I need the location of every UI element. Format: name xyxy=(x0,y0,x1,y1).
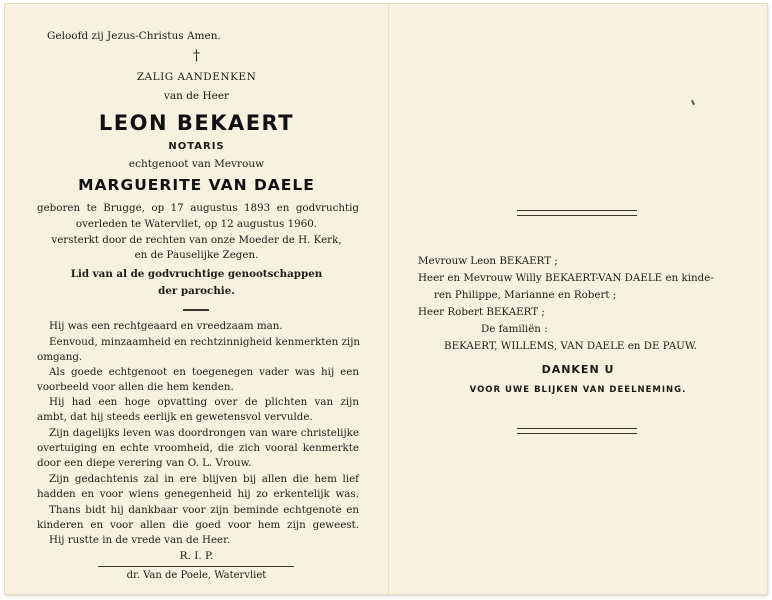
tribute-line: ambt, dat hij steeds eerlijk en gewetensvol vervulde. xyxy=(37,411,313,423)
tribute-line: Hij was een rechtgeaard en vreedzaam man. xyxy=(49,320,283,332)
family-line: Heer en Mevrouw Willy BEKAERT-VAN DAELE en kinde- xyxy=(418,272,714,284)
printer: dr. Van de Poele, Watervliet xyxy=(126,570,267,581)
of-the-lord: van de Heer xyxy=(163,90,230,102)
family-line: Mevrouw Leon BEKAERT ; xyxy=(418,255,558,267)
tribute-line: Als goede echtgenoot en toegenegen vader was hij een xyxy=(49,366,359,378)
bio-line: overleden te Watervliet, op 12 augustus 1960. xyxy=(75,218,318,230)
tribute-line: omgang. xyxy=(37,351,83,363)
divider xyxy=(98,566,294,567)
tribute-line: Zijn dagelijks leven was doordrongen van ware christelijke xyxy=(49,427,359,439)
divider xyxy=(183,309,209,311)
rip: R. I. P. xyxy=(179,550,214,562)
thanks: DANKEN U xyxy=(541,363,615,376)
tribute-line: Eenvoud, minzaamheid en rechtzinnigheid kenmerkten zijn xyxy=(49,336,361,348)
profession: NOTARIS xyxy=(168,141,225,152)
family-line: ren Philippe, Marianne en Robert ; xyxy=(434,289,617,301)
tribute-line: hadden en voor wiens genegenheid hij zo erkentelijk was. xyxy=(37,488,359,500)
opening-prayer: Geloofd zij Jezus-Christus Amen. xyxy=(47,30,221,42)
deceased-name: LEON BEKAERT xyxy=(98,111,295,135)
tribute-line: overtuiging en echte vroomheid, die zich vooral kenmerkte xyxy=(37,442,359,454)
cross-icon: † xyxy=(193,48,200,64)
left-panel xyxy=(5,4,388,594)
tribute-line: Hij had een hoge opvatting over de plichten van zijn xyxy=(49,396,359,408)
bio-line: geboren te Brugge, op 17 augustus 1893 en godvruchtig xyxy=(37,202,359,214)
spouse-intro: echtgenoot van Mevrouw xyxy=(128,158,265,170)
tribute-line: Hij rustte in de vrede van de Heer. xyxy=(49,534,231,546)
tribute-line: kinderen en voor allen die goed voor hem zijn geweest. xyxy=(37,519,359,531)
memorial-card xyxy=(5,4,767,594)
family-line: BEKAERT, WILLEMS, VAN DAELE en DE PAUW. xyxy=(444,340,697,352)
membership-line: Lid van al de godvruchtige genootschappen xyxy=(70,268,323,280)
tribute-line: Thans bidt hij dankbaar voor zijn beminde echtgenote en xyxy=(49,504,359,516)
tribute-line: voorbeeld voor allen die hem kenden. xyxy=(37,381,234,393)
bio-line: versterkt door de rechten van onze Moeder de H. Kerk, xyxy=(51,234,342,246)
thanks-sub: VOOR UWE BLIJKEN VAN DEELNEMING. xyxy=(469,385,687,395)
double-rule xyxy=(517,210,637,216)
family-line: De familiën : xyxy=(481,323,548,335)
family-line: Heer Robert BEKAERT ; xyxy=(418,306,545,318)
heading: ZALIG AANDENKEN xyxy=(136,71,257,83)
double-rule xyxy=(517,428,637,434)
spouse-name: MARGUERITE VAN DAELE xyxy=(78,176,315,194)
tribute-line: Zijn gedachtenis zal in ere blijven bij allen die hem lief xyxy=(49,473,359,485)
tribute-line: door een diepe verering van O. L. Vrouw. xyxy=(37,457,252,469)
paper-mark xyxy=(691,100,695,105)
right-panel xyxy=(389,4,767,594)
bio-line: en de Pauselijke Zegen. xyxy=(134,249,259,261)
membership-line: der parochie. xyxy=(158,285,235,297)
